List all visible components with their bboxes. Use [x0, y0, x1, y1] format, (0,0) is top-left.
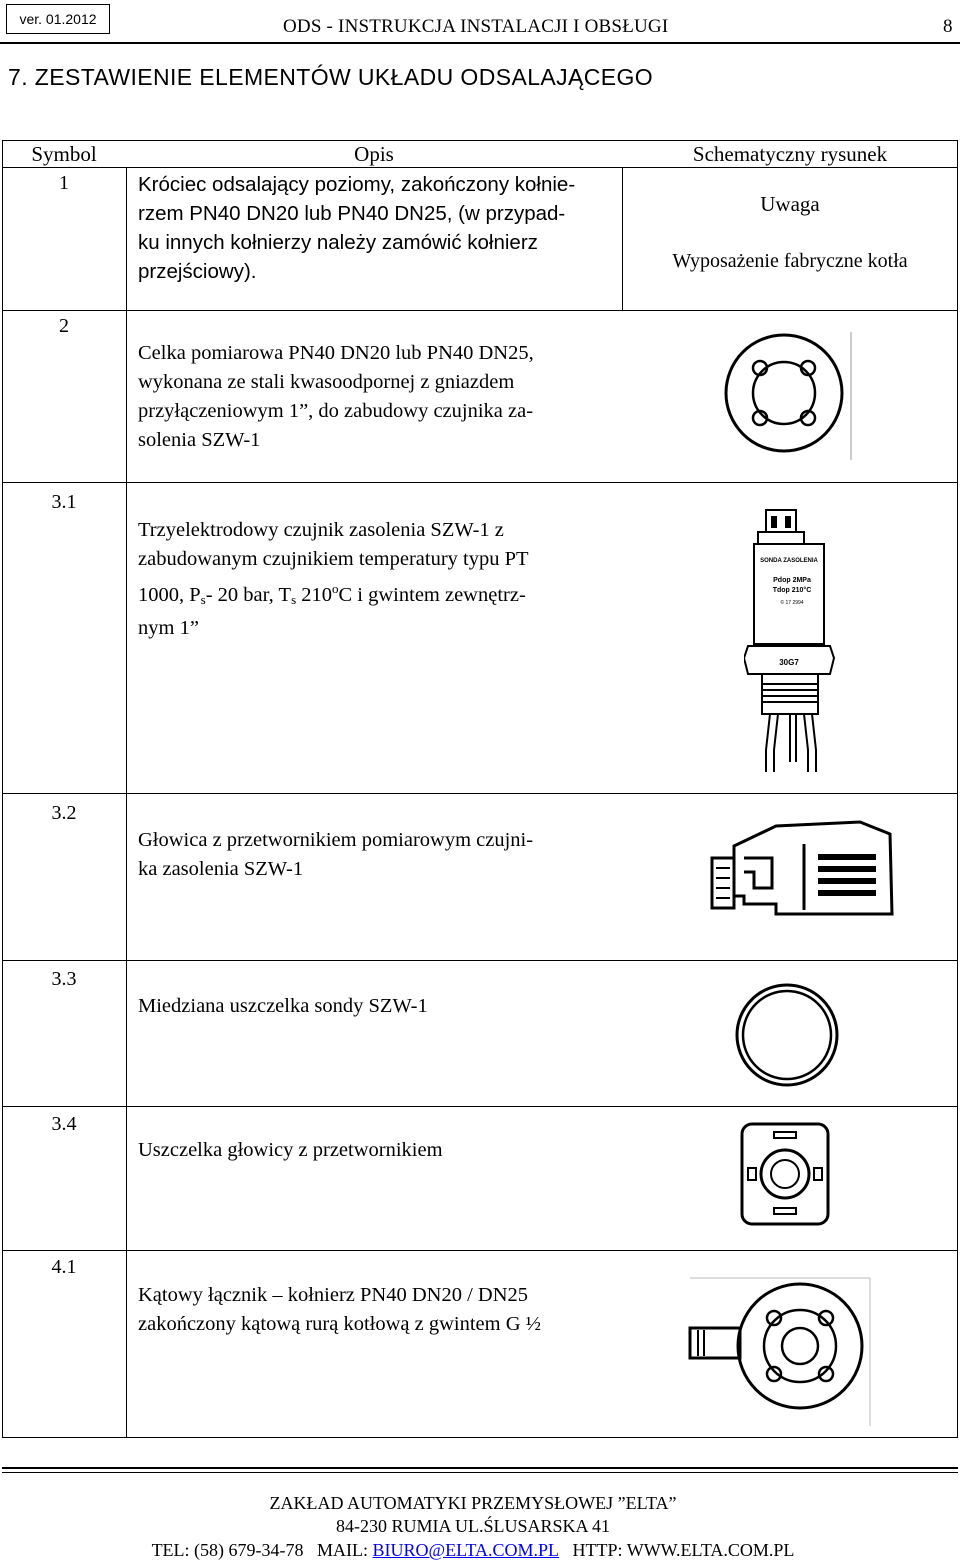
row-description	[138, 339, 610, 455]
footer-divider	[2, 1467, 958, 1469]
superscript: o	[332, 581, 339, 596]
column-divider-1	[126, 168, 127, 1438]
table-header-row	[2, 140, 958, 168]
description-line: Miedziana uszczelka sondy SZW-1	[138, 995, 428, 1017]
description-line: Głowica z przetwornikiem pomiarowym czujni-	[138, 829, 534, 851]
row-description	[138, 516, 610, 643]
row-divider	[2, 960, 958, 961]
footer-divider	[2, 1472, 958, 1473]
row-divider	[2, 1250, 958, 1251]
row-description	[138, 992, 610, 1021]
description-line: ka zasolenia SZW-1	[138, 858, 304, 880]
email-link[interactable]: BIURO@ELTA.COM.PL	[372, 1540, 560, 1560]
subscript: s	[200, 592, 206, 607]
sensor-serial: © 17 2994	[780, 600, 804, 606]
row-description	[138, 826, 610, 884]
description-line: rzem PN40 DN20 lub PN40 DN25, (w przypad-	[138, 202, 566, 225]
column-header-drawing: Schematyczny rysunek	[692, 142, 888, 166]
row-description	[138, 1281, 610, 1339]
description-line: zabudowanym czujnikiem temperatury typu PT	[138, 548, 529, 570]
row-symbol: 2	[59, 315, 69, 337]
footer-address: 84-230 RUMIA UL.ŚLUSARSKA 41	[335, 1516, 611, 1536]
section-title: 7. ZESTAWIENIE ELEMENTÓW UKŁADU ODSALAJĄCEGO	[8, 64, 654, 90]
salinity-sensor-drawing	[744, 506, 840, 778]
description-line: ku innych kołnierzy należy zamówić kołnierz	[138, 231, 538, 254]
row-symbol: 3.1	[51, 491, 77, 513]
column-header-description: Opis	[354, 142, 394, 166]
footer-mail-label: MAIL:	[317, 1540, 369, 1560]
head-gasket-drawing	[738, 1118, 838, 1230]
note-text: Wyposażenie fabryczne kotła	[672, 250, 908, 272]
footer-contact	[0, 1540, 946, 1561]
table-border-bottom	[2, 1437, 958, 1438]
table-border-right	[957, 140, 958, 1438]
sensor-temperature: Tdop 210°C	[772, 587, 812, 594]
subscript: s	[291, 592, 297, 607]
row-symbol: 3.2	[51, 802, 77, 824]
description-line: Uszczelka głowicy z przetwornikiem	[138, 1139, 443, 1161]
row-divider	[2, 310, 958, 311]
description-line	[138, 574, 610, 614]
flange-drawing	[720, 328, 860, 468]
document-title: ODS - INSTRUKCJA INSTALACJI I OBSŁUGI	[283, 16, 669, 37]
column-header-symbol: Symbol	[31, 142, 97, 166]
row-symbol: 1	[59, 172, 69, 194]
description-fragment: C i gwintem zewnętrz-	[338, 584, 526, 606]
row-divider	[2, 793, 958, 794]
angle-connector-drawing	[688, 1274, 874, 1430]
note-title: Uwaga	[760, 192, 820, 216]
description-line: nym 1”	[138, 617, 199, 639]
description-line: solenia SZW-1	[138, 429, 261, 451]
footer-website: HTTP: WWW.ELTA.COM.PL	[572, 1540, 795, 1560]
description-line: Celka pomiarowa PN40 DN20 lub PN40 DN25,	[138, 342, 534, 364]
description-line: Trzyelektrodowy czujnik zasolenia SZW-1 z	[138, 519, 504, 541]
description-line: zakończony kątową rurą kotłową z gwintem G ½	[138, 1313, 542, 1335]
description-fragment: - 20 bar, T	[205, 584, 292, 606]
components-table	[2, 140, 958, 1438]
sensor-pressure: Pdop 2MPa	[773, 577, 811, 584]
row-symbol: 3.3	[51, 968, 77, 990]
description-line: Kątowy łącznik – kołnierz PN40 DN20 / DN25	[138, 1284, 529, 1306]
sensor-hex-mark: 30G7	[779, 658, 799, 667]
description-fragment: 1000, P	[138, 584, 201, 606]
footer-phone: TEL: (58) 679-34-78	[151, 1540, 304, 1560]
row-description	[138, 170, 610, 286]
row-symbol: 4.1	[51, 1256, 77, 1278]
version-label: ver. 01.2012	[6, 4, 110, 34]
description-line: przyłączeniowym 1”, do zabudowy czujnika za-	[138, 400, 534, 422]
transducer-head-drawing	[710, 820, 896, 916]
copper-gasket-drawing	[732, 980, 842, 1090]
page-number: 8	[943, 16, 953, 37]
description-fragment: 210	[296, 584, 332, 606]
row-divider	[2, 482, 958, 483]
header-divider	[0, 42, 960, 44]
description-line: wykonana ze stali kwasoodpornej z gniazdem	[138, 371, 515, 393]
row-description	[138, 1136, 610, 1165]
row-divider	[2, 1106, 958, 1107]
description-line: przejściowy).	[138, 260, 257, 283]
footer-company: ZAKŁAD AUTOMATYKI PRZEMYSŁOWEJ ”ELTA”	[269, 1493, 677, 1513]
sensor-label: SONDA ZASOLENIA	[760, 558, 818, 564]
column-divider-2	[622, 168, 623, 310]
description-line: Króciec odsalający poziomy, zakończony kołnie-	[138, 173, 576, 196]
row-symbol: 3.4	[51, 1113, 77, 1135]
